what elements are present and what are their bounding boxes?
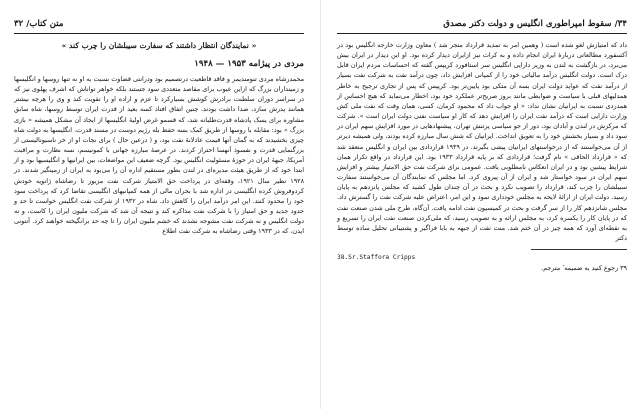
header-rule xyxy=(337,33,627,34)
right-page xyxy=(321,0,641,409)
section-subheading: مردی در پیژامه ۱۹۵۳ — ۱۹۴۸ xyxy=(194,59,304,69)
header-rule xyxy=(14,33,304,34)
footnote-latin: 38.Sr.Staffora Cripps xyxy=(337,254,416,262)
pull-quote: « نمایندگان انتظار داشتند که سفارت سیبلشان را چرب کند » xyxy=(61,41,257,50)
left-page xyxy=(0,0,320,409)
running-head: متن کتاب/ ۳۲ xyxy=(14,19,64,29)
body-text xyxy=(337,40,627,243)
body-paragraph: داد که امتیازش لغو شده است ( وهمین امر به تمدید قرارداد منجر شد ) معاون وزارت خارجه انگلیس بود در آکسفورد مطالعاتی دربارهٔ ایران انجام داده و به کرات نیز ازایران دیدار کرده بود. او این دیدار در ایران بیش می‌برد، در بازگشت به لندن به وزیر دارایی انگلیس سر استافورد کریپس گفته که احساسات مردم ایران قابل درک است. دولت انگلیس درآمد مالیاتی خود را از کمپانی افزایش داد، چون درآمد نفت به شرکت نفت بسیار از درآمد نفت که عواید دولت ایران بسه آن متکی بود پایین‌تر بود. کریپس که پس از تجاری ترجیح به خاطر همدلیهای قبلی با سیاست و ضوابطی مانند بروز صریح‌تر عملکرد خود بود، اخطار می‌نماید که هیچ احساس از همدردی نسبت به ایرانیان نشان نداد: « او جواب داد که محمود کرمان، کسی، همان وقت که نفت ملی کش وزارت دارایی است که درآمد نفت ایران را افزایش دهد که کار او سیاست نفتی دولت ایران است ». شرکت که مرکزش در لندن و آبادان بود، دور از جو سیاسی پرتنش تهران، پیشنهادهایی در مورد افزایش سهم ایران در سود داد و بسیار بخشش خود را به تعویق انداخت. ایرانیان که شش سال مبارزه کرده بودند، ولی همیشه دیرتر از آن می‌خواستند که از درخواستهای ایرانیان پیشی بگیرند. در ۱۹۴۹ قراردادی بین ایران و انگلیس منعقد شد که « قرارداد الحاقی » نام گرفت؛ قراردادی که بر پایه قرارداد ۱۹۳۳ بود. این قرارداد در واقع تکرار همان شرایط پیشین بود و در ایران انعکاس نامطلوبی یافت. عمومی برای شرکت نفت حق الامتیاز بیشتر و افزایش سهم ایران در سود خواستار شد و ایران از آن پیروی کرد. اما مجلس که نمایندگان آن می‌خواستند سفارت سبیلشان را چرب کند، قرارداد را تصویب نکرد و بحث در آن چندان طول کشید که مجلس پانزدهم به پایان رسید. دولت ایران از ارائهٔ لایحه به مجلس خودداری نمود و این امر، اعتراض علیه شرکت نفت را گسترش داد. مجلس شانزدهم کار را از سر گرفت و بحث در کمیسیون نفت ادامه یافت. آن‌گاه، طرح ملی شدن صنعت نفت که در پایان کار را یکسره کرد، به مجلس ارائه و به تصویب رسید، که ملی‌کردن صنعت نفت ایران را تسریع و به نقطه‌ای آورد که همه چیز در آن ختم شد. منت نفت از جبهه به بابا فراگیر و پشتیبانی تحلیل ساده توسط دکتر xyxy=(337,41,628,242)
body-text xyxy=(14,74,304,237)
running-head: ۳۴/ سقوط امپراطوری انگلیس و دولت دکتر مصدق xyxy=(443,19,627,29)
footnotes xyxy=(337,253,627,273)
footnote-rule xyxy=(531,249,627,250)
footnote-persian: ۳۹ رجوع کنید به ضمیمه ٔ مترجم. xyxy=(541,264,627,273)
body-paragraph: محمدرشاه مردی تنومندیمر و فاقد قاطعیت درتصمیم بود ودرانتی قضاوت نسبت به او نه تنها روسها و انگلیسها و زمینداران بزرگ که ازاین عیوب برای مقاصد متعددی سود جستند بلکه خواهر تواناش که اشرف پهلوی نیز که در سراسر دوران سلطنت برادرش کوشش بسیارکرد تا عزم و اراده او را تقویت کند و وی را هرچه بیشتر همانند پدرش سازد، صدا داشت بودند. چنین اتفاق افتاد کسه بعید از قدرت ایران توسط روسها، شاه سابق مشاوره برای یسک پادشاه قدرت‌طلبانه شد، که قسمو غرض اولیهٔ انگلیسها از ایجاد آن مشکل همیشه « بازی بزرگ » بود: مقابله با روسها از طریق کمک بسه حفظ بله رژیم دوست در مسند قدرت. انگلیسها به دولت شاه چیزی بخشیدند که به گمان آنها قیمت عادلانهٔ نفت بود، و ( درعین حال ) برای نجات او از خر ناسیونالیستی از بزرگنمایی قدرت و نفسوذ آنهسا احتراز کردند. در عرصهٔ مبارزه جهانی با کمونیسم، نسه نظارت و مراقبت آمریکا، جبههٔ ایران در حوزهٔ مسئولیت انگلیس بود. گرچه ضعیف این مواضعات، بین ایرانیها و انگلیسیها بود و از ابتدا خود که از طریق هیئت مدیره‌ای در لندن بطور مستقیم اداره آن را می‌بود به ایران از زمینگیر شدند. در ۱۹۲۸ نظیر سال ۱۹۲۱، وقفه‌ای در پرداخت حق الامتیاز شرکت نفت مزبور تا رضاشاه ژانویه خودش کردوفروش کرده انگلیسی در اداره شد با بحران مالی از همه کمپانیهای انگلیسی تقاضا کرد که پرداخت سود خود را محدود کنند. این امر درآمد ایران را کاهش داد. شاه در ۱۹۳۲ از شرکت نفت انگلیس خواست تا حد و حدود جدید و حق امتیاز را با شرکت نفت مذاکره کند و نتیجه آن شد که شرکت ملیون ایران را کاست، و نه دولت انگلیس و نه شرکت نفت مشوجه نشدند که خشم ملیون ایران را تا چه حد برانگیخته خواهند کرد. آنتونی ایدن، که در ۱۹۳۳ وقتی رضاشاه به شرکت نفت اطلاع xyxy=(14,75,304,236)
